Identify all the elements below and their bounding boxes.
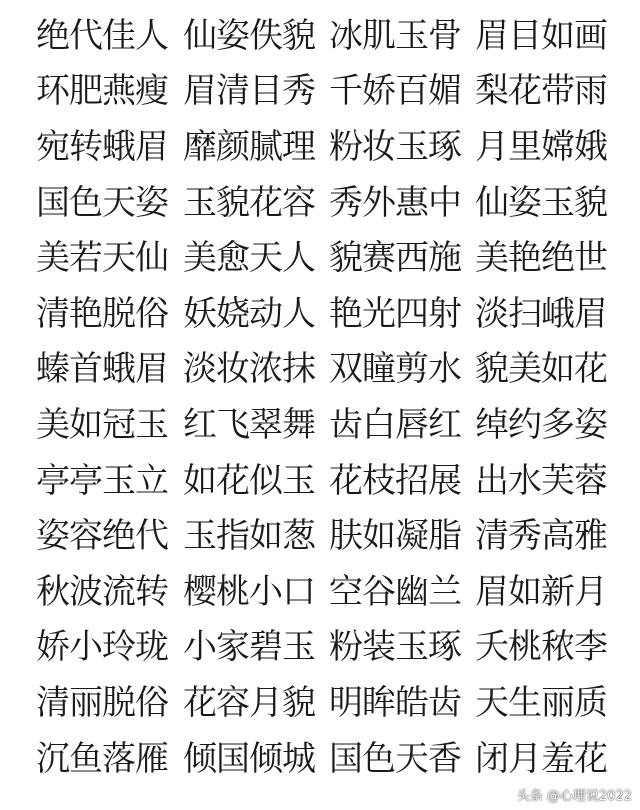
idiom-cell: 淡妆浓抹 — [183, 349, 315, 390]
idiom-cell: 眉目如画 — [475, 15, 607, 56]
idiom-cell: 肤如凝脂 — [329, 516, 461, 557]
idiom-cell: 亭亭玉立 — [36, 460, 168, 501]
idiom-cell: 环肥燕瘦 — [36, 71, 168, 112]
chat-bubble-icon — [499, 789, 513, 801]
idiom-cell: 美若天仙 — [36, 238, 168, 279]
idiom-cell: 貌美如花 — [475, 349, 607, 390]
idiom-cell: 玉指如葱 — [183, 516, 315, 557]
idiom-row — [0, 620, 640, 676]
idiom-cell: 闭月羞花 — [475, 738, 607, 779]
idiom-cell: 红飞翠舞 — [183, 404, 315, 445]
idiom-cell: 清丽脱俗 — [36, 682, 168, 723]
idiom-row — [0, 397, 640, 453]
idiom-cell: 出水芙蓉 — [475, 460, 607, 501]
idiom-cell: 齿白唇红 — [329, 404, 461, 445]
idiom-cell: 秋波流转 — [36, 571, 168, 612]
idiom-cell: 妖娆动人 — [183, 293, 315, 334]
idiom-cell: 千娇百媚 — [329, 71, 461, 112]
idiom-cell: 宛转蛾眉 — [36, 126, 168, 167]
idiom-cell: 仙姿佚貌 — [183, 15, 315, 56]
idiom-cell: 冰肌玉骨 — [329, 15, 461, 56]
idiom-row — [0, 175, 640, 231]
idiom-cell: 娇小玲珑 — [36, 627, 168, 668]
idiom-cell: 倾国倾城 — [183, 738, 315, 779]
idiom-cell: 清艳脱俗 — [36, 293, 168, 334]
idiom-cell: 小家碧玉 — [183, 627, 315, 668]
idiom-cell: 月里嫦娥 — [475, 126, 607, 167]
idiom-cell: 眉清目秀 — [183, 71, 315, 112]
idiom-cell: 夭桃秾李 — [475, 627, 607, 668]
idiom-row — [0, 564, 640, 620]
idiom-cell: 眉如新月 — [475, 571, 607, 612]
idiom-cell: 清秀高雅 — [475, 516, 607, 557]
idiom-cell: 明眸皓齿 — [329, 682, 461, 723]
idiom-cell: 天生丽质 — [475, 682, 607, 723]
idiom-row — [0, 230, 640, 286]
idiom-row — [0, 119, 640, 175]
idiom-cell: 美艳绝世 — [475, 238, 607, 279]
idiom-row — [0, 508, 640, 564]
idiom-cell: 绝代佳人 — [36, 15, 168, 56]
idiom-cell: 国色天姿 — [36, 182, 168, 223]
idiom-row — [0, 342, 640, 398]
idiom-cell: 绰约多姿 — [475, 404, 607, 445]
idiom-cell: 靡颜腻理 — [183, 126, 315, 167]
idiom-cell: 淡扫峨眉 — [475, 293, 607, 334]
idiom-cell: 貌赛西施 — [329, 238, 461, 279]
idiom-cell: 沉鱼落雁 — [36, 738, 168, 779]
idiom-cell: 樱桃小口 — [183, 571, 315, 612]
idiom-cell: 花容月貌 — [183, 682, 315, 723]
idiom-cell: 玉貌花容 — [183, 182, 315, 223]
idiom-cell: 花枝招展 — [329, 460, 461, 501]
idiom-cell: 梨花带雨 — [475, 71, 607, 112]
idiom-cell: 如花似玉 — [183, 460, 315, 501]
idiom-row — [0, 286, 640, 342]
idiom-cell: 姿容绝代 — [36, 516, 168, 557]
idiom-cell: 空谷幽兰 — [329, 571, 461, 612]
idiom-row — [0, 453, 640, 509]
idiom-cell: 国色天香 — [329, 738, 461, 779]
idiom-row — [0, 731, 640, 787]
idiom-cell: 美如冠玉 — [36, 404, 168, 445]
idiom-cell: 仙姿玉貌 — [475, 182, 607, 223]
idiom-cell: 粉装玉琢 — [329, 627, 461, 668]
idiom-grid — [0, 8, 640, 786]
idiom-row — [0, 64, 640, 120]
watermark-text: 头条 @心理说2022 — [516, 789, 632, 804]
idiom-cell: 双瞳剪水 — [329, 349, 461, 390]
idiom-cell: 秀外惠中 — [329, 182, 461, 223]
idiom-row — [0, 675, 640, 731]
idiom-row — [0, 8, 640, 64]
idiom-cell: 螓首蛾眉 — [36, 349, 168, 390]
watermark — [499, 785, 632, 804]
idiom-cell: 艳光四射 — [329, 293, 461, 334]
idiom-cell: 美愈天人 — [183, 238, 315, 279]
idiom-cell: 粉妆玉琢 — [329, 126, 461, 167]
